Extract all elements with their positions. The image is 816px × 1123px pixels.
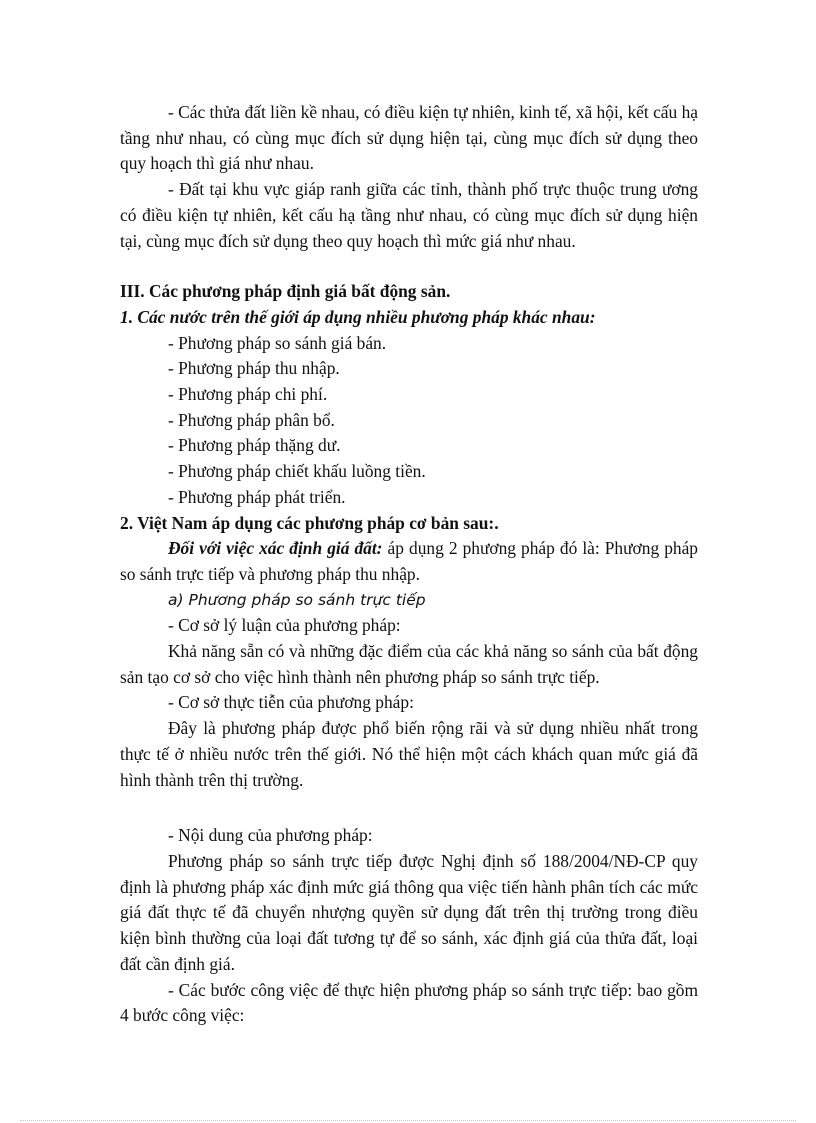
basis-practice-label: - Cơ sở thực tiễn của phương pháp: [168, 692, 414, 713]
method-item: - Phương pháp so sánh giá bán. [168, 332, 387, 353]
steps-text: - Các bước công việc để thực hiện phương pháp so sánh trực tiếp: bao gồm 4 bước công việc: [120, 979, 698, 1026]
spacer [120, 793, 698, 823]
intro-paragraph-2: - Đất tại khu vực giáp ranh giữa các tỉnh, thành phố trực thuộc trung ương có điều kiện tự nhiên, kết cấu hạ tầng như nhau, có cùng mục đích sử dụng hiện tại, cùng mục đích sử dụng theo quy hoạch thì mức giá như nhau. [120, 179, 698, 251]
document-page [120, 100, 698, 1029]
method-item: - Phương pháp chi phí. [168, 384, 328, 405]
basis-practice-text: Đây là phương pháp được phổ biến rộng rãi và sử dụng nhiều nhất trong thực tế ở nhiều nước trên thế giới. Nó thể hiện một cách khách quan mức giá đã hình thành trên thị trường. [120, 718, 698, 790]
page-bottom-divider [20, 1120, 796, 1121]
method-item: - Phương pháp thặng dư. [168, 435, 341, 456]
land-valuation-label: Đối với việc xác định giá đất: [168, 538, 383, 559]
basis-theory-label: - Cơ sở lý luận của phương pháp: [168, 615, 401, 636]
land-valuation-paragraph [120, 536, 698, 587]
subsection-1-title: 1. Các nước trên thế giới áp dụng nhiều phương pháp khác nhau: [120, 306, 596, 327]
basis-theory-text: Khả năng sẵn có và những đặc điểm của các khả năng so sánh của bất động sản tạo cơ sở cho việc hình thành nên phương pháp so sánh trực tiếp. [120, 641, 698, 687]
method-item: - Phương pháp thu nhập. [168, 358, 340, 379]
spacer [120, 254, 698, 279]
method-item: - Phương pháp chiết khấu luồng tiền. [168, 461, 426, 482]
method-item: - Phương pháp phân bổ. [168, 409, 335, 430]
method-item: - Phương pháp phát triển. [168, 486, 346, 507]
content-text: Phương pháp so sánh trực tiếp được Nghị định số 188/2004/NĐ-CP quy định là phương pháp xác định mức giá thông qua việc tiến hành phân tích các mức giá đất thực tế đã chuyển nhượng quyền sử dụng đất trên thị trường trong điều kiện bình thường của loại đất tương tự để so sánh, xác định giá của thửa đất, loại đất cần định giá. [120, 850, 698, 974]
land-valuation-text: áp dụng 2 phương pháp đó là: Phương pháp so sánh trực tiếp và phương pháp thu nhập. [120, 538, 698, 584]
methods-list [120, 331, 698, 511]
content-label: - Nội dung của phương pháp: [168, 825, 373, 846]
method-a-title: a) Phương pháp so sánh trực tiếp [168, 590, 426, 609]
intro-paragraph-1: - Các thửa đất liền kề nhau, có điều kiện tự nhiên, kinh tế, xã hội, kết cấu hạ tầng như nhau, có cùng mục đích sử dụng hiện tại, cùng mục đích sử dụng theo quy hoạch thì giá như nhau. [120, 102, 698, 174]
section-3-title: III. Các phương pháp định giá bất động sản. [120, 281, 451, 302]
subsection-2-title: 2. Việt Nam áp dụng các phương pháp cơ bản sau:. [120, 512, 499, 533]
